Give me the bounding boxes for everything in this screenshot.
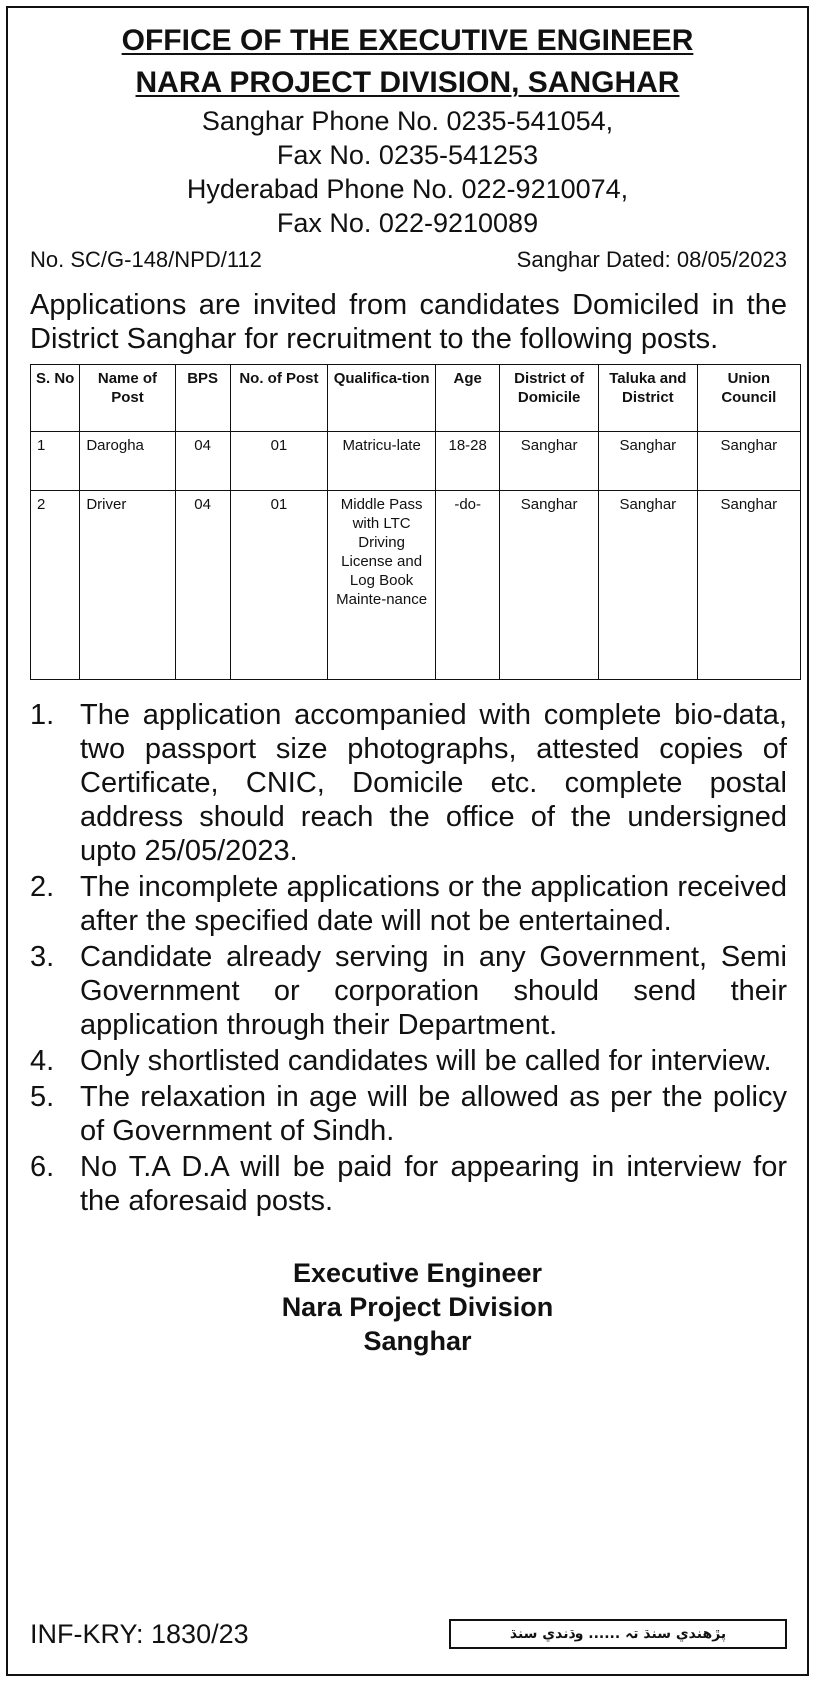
condition-number: 6. [30, 1151, 55, 1183]
condition-text: The relaxation in age will be allowed as per the policy of Government of Sindh. [80, 1081, 787, 1147]
condition-text: The incomplete applications or the application received after the specified date will not be entertained. [80, 871, 787, 937]
signature-division: Nara Project Division [281, 1292, 554, 1322]
cell-no-of-post: 01 [230, 432, 328, 491]
condition-item [30, 940, 787, 1042]
cell-qualification: Middle Pass with LTC Driving License and Log Book Mainte-nance [328, 491, 436, 680]
intro-paragraph: Applications are invited from candidates Domiciled in the District Sanghar for recruitment to the following posts. [30, 289, 787, 355]
hyderabad-fax: Fax No. 022-9210089 [276, 208, 539, 238]
reference-row [8, 246, 807, 274]
sanghar-fax: Fax No. 0235-541253 [276, 140, 539, 170]
condition-text: Only shortlisted candidates will be called for interview. [80, 1045, 772, 1077]
signature-place: Sanghar [363, 1326, 472, 1356]
col-header-union-council: Union Council [697, 365, 800, 432]
sanghar-phone: Sanghar Phone No. 0235-541054, [201, 106, 614, 136]
col-header-bps: BPS [175, 365, 230, 432]
condition-number: 1. [30, 699, 55, 731]
cell-sno: 1 [31, 432, 80, 491]
table-row [31, 491, 801, 680]
table-row [31, 432, 801, 491]
col-header-district: District of Domicile [500, 365, 599, 432]
col-header-post-name: Name of Post [80, 365, 175, 432]
cell-post-name: Driver [80, 491, 175, 680]
reference-number: No. SC/G-148/NPD/112 [30, 247, 262, 272]
inf-number: INF-KRY: 1830/23 [30, 1618, 249, 1649]
col-header-age: Age [436, 365, 500, 432]
condition-item [30, 1150, 787, 1218]
cell-qualification: Matricu-late [328, 432, 436, 491]
cell-bps: 04 [175, 491, 230, 680]
col-header-sno: S. No [31, 365, 80, 432]
condition-number: 2. [30, 871, 55, 903]
col-header-qualification: Qualifica-tion [328, 365, 436, 432]
conditions-list [8, 698, 807, 1218]
signature-title: Executive Engineer [292, 1258, 543, 1288]
cell-post-name: Darogha [80, 432, 175, 491]
advertisement-frame [6, 6, 809, 1676]
cell-union-council: Sanghar [697, 491, 800, 680]
cell-sno: 2 [31, 491, 80, 680]
col-header-taluka: Taluka and District [598, 365, 697, 432]
footer [30, 1616, 787, 1652]
cell-taluka: Sanghar [598, 432, 697, 491]
condition-item [30, 1080, 787, 1148]
cell-taluka: Sanghar [598, 491, 697, 680]
office-title: OFFICE OF THE EXECUTIVE ENGINEER [121, 24, 694, 57]
hyderabad-phone: Hyderabad Phone No. 022-9210074, [186, 174, 629, 204]
condition-item [30, 1044, 787, 1078]
condition-number: 5. [30, 1081, 55, 1113]
table-header-row [31, 365, 801, 432]
cell-age: -do- [436, 491, 500, 680]
condition-number: 3. [30, 941, 55, 973]
cell-district: Sanghar [500, 432, 599, 491]
condition-text: Candidate already serving in any Government, Semi Government or corporation should send their application through their Department. [80, 941, 787, 1041]
cell-bps: 04 [175, 432, 230, 491]
condition-text: The application accompanied with complete bio-data, two passport size photographs, attested copies of Certificate, CNIC, Domicile etc. complete postal address should reach the office of the undersigned upto 25/05/2023. [80, 699, 787, 867]
cell-age: 18-28 [436, 432, 500, 491]
posts-table [30, 364, 801, 680]
cell-no-of-post: 01 [230, 491, 328, 680]
condition-number: 4. [30, 1045, 55, 1077]
dated: Sanghar Dated: 08/05/2023 [516, 247, 787, 272]
condition-item [30, 698, 787, 868]
cell-union-council: Sanghar [697, 432, 800, 491]
condition-item [30, 870, 787, 938]
signature-block [8, 1256, 807, 1358]
cell-district: Sanghar [500, 491, 599, 680]
col-header-no-of-post: No. of Post [230, 365, 328, 432]
condition-text: No T.A D.A will be paid for appearing in interview for the aforesaid posts. [80, 1151, 787, 1217]
division-title: NARA PROJECT DIVISION, SANGHAR [135, 66, 680, 99]
slogan-box: پڙهندي سنڌ تہ ...... وڌندي سنڌ [449, 1619, 787, 1649]
